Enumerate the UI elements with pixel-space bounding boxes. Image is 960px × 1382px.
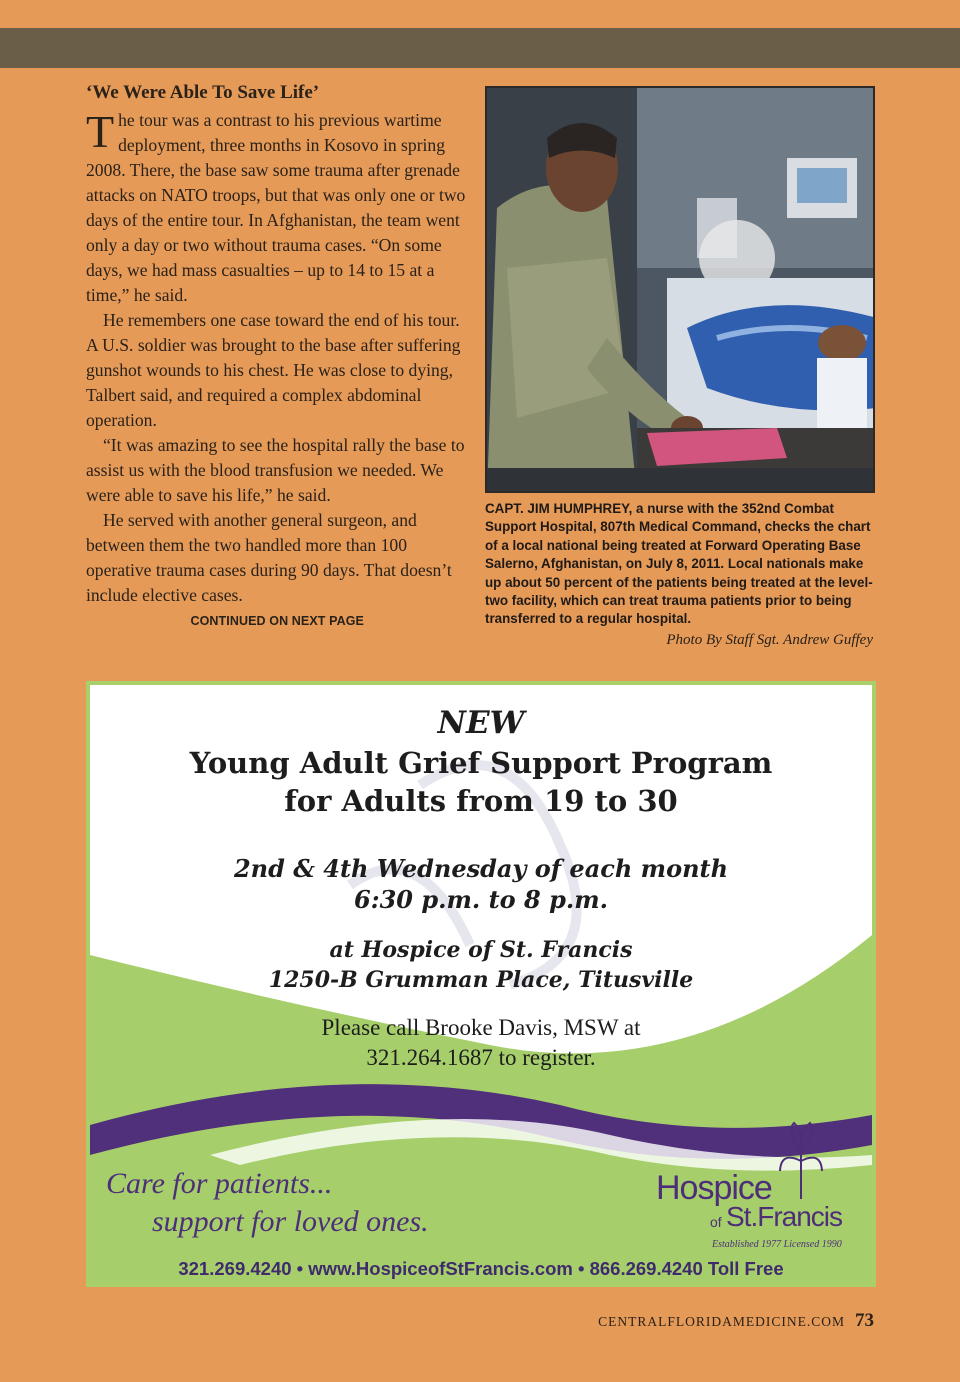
article-paragraph: He remembers one case toward the end of his tour. A U.S. soldier was brought to the base after suffering gunshot wounds to his chest. He was close to dying, Talbert said, and required a complex abdominal operation. <box>86 310 461 430</box>
logo-of-text: of <box>710 1214 722 1230</box>
article-paragraph: The tour was a contrast to his previous wartime deployment, three months in Kosovo in spring 2008. There, the base saw some trauma after grenade attacks on NATO troops, but that was only one or two days of the entire tour. In Afghanistan, the team went only a day or two without trauma cases. “On some days, we had mass casualties – up to 14 to 15 at a time,” he said. <box>86 106 466 305</box>
logo-established-text: Established 1977 Licensed 1990 <box>712 1239 842 1250</box>
ad-program-title: Young Adult Grief Support Program for Adults from 19 to 30 <box>189 746 773 818</box>
photo-credit: Photo By Staff Sgt. Andrew Guffey <box>666 632 873 648</box>
article-paragraph: He served with another general surgeon, and between them the two handled more than 100 operative trauma cases during 90 days. That doesn’t include elective cases. <box>86 510 452 605</box>
footer-website[interactable]: CENTRALFLORIDAMEDICINE.COM <box>598 1314 845 1329</box>
ad-new-label: NEW <box>437 705 525 741</box>
hospice-logo <box>656 1121 856 1261</box>
logo-stfrancis-text: St.Francis <box>726 1201 843 1232</box>
ad-schedule: 2nd & 4th Wednesday of each month 6:30 p.m. to 8 p.m. <box>233 854 729 914</box>
hospice-advertisement <box>86 681 876 1287</box>
article-paragraph: “It was amazing to see the hospital rally the base to assist us with the blood transfusion we needed. We were able to save his life,” he said. <box>86 435 465 505</box>
hospital-photo <box>485 86 875 493</box>
ad-registration: Please call Brooke Davis, MSW at 321.264.1687 to register. <box>321 1015 641 1070</box>
ad-tagline: Care for patients... support for loved ones. <box>106 1167 429 1238</box>
ad-contact-line[interactable]: 321.269.4240 • www.HospiceofStFrancis.com • 866.269.4240 Toll Free <box>178 1258 784 1279</box>
logo-hospice-text: Hospice <box>656 1169 772 1207</box>
iris-flower-icon <box>776 1121 826 1201</box>
header-band <box>0 28 960 68</box>
drop-cap: T <box>86 106 115 157</box>
article-column <box>86 80 466 628</box>
ad-location: at Hospice of St. Francis 1250-B Grumman Place, Titusville <box>268 937 694 993</box>
continued-notice: CONTINUED ON NEXT PAGE <box>190 614 364 628</box>
photo-caption: CAPT. JIM HUMPHREY, a nurse with the 352nd Combat Support Hospital, 807th Medical Command, checks the chart of a local national being treated at Forward Operating Base Salerno, Afghanistan, on July 8, 2011. Local nationals make up about 50 percent of the patients being treated at the level-two facility, which can treat trauma patients prior to being transferred to a regular hospital. <box>485 501 873 627</box>
article-subheading: ‘We Were Able To Save Life’ <box>86 82 320 103</box>
page-number: 73 <box>855 1310 874 1331</box>
hospital-scene-illustration <box>487 88 875 493</box>
page-footer <box>598 1310 874 1332</box>
